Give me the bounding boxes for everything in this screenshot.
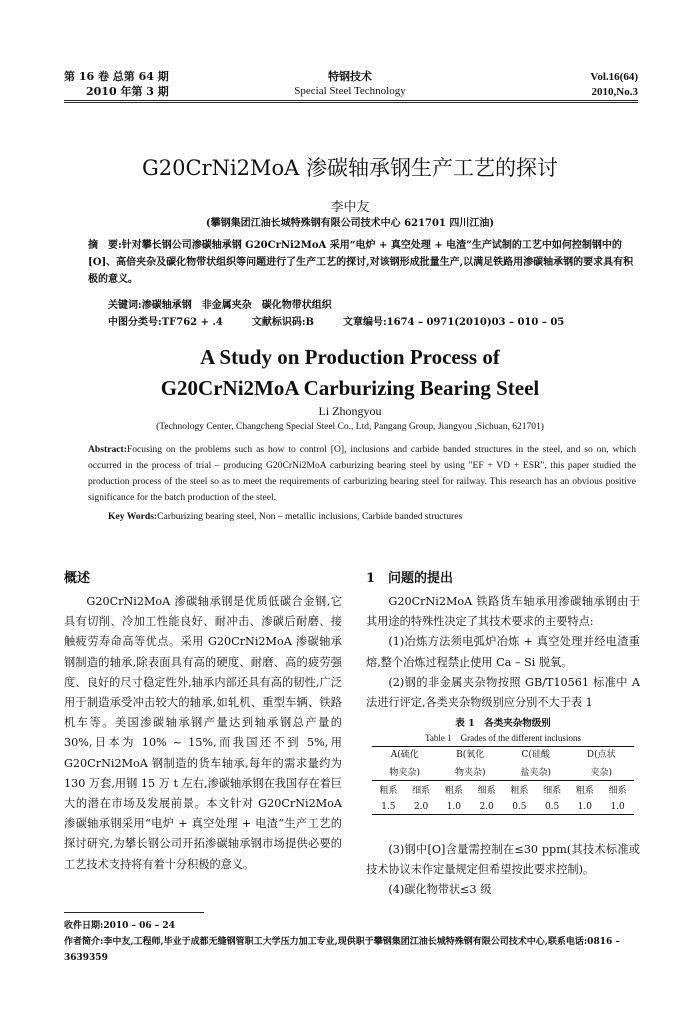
- keywords-en-text: Carburizing bearing steel, Non – metallic inclusions, Carbide banded structures: [157, 511, 463, 522]
- keywords-en-label: Key Words:: [108, 511, 158, 522]
- footnote-author-bio: 作者简介:李中友,工程师,毕业于成都无缝钢管职工大学压力加工专业,现供职于攀钢集团江油长城特殊钢有限公司技术中心,联系电话:0816 – 3639359: [64, 937, 620, 963]
- right-column-body-top: [366, 592, 640, 713]
- keywords-cn-text: 渗碳轴承钢 非金属夹杂 碳化物带状组织: [141, 300, 332, 311]
- table-cell: 1.0: [569, 798, 602, 815]
- table-group-header-line2: 盐夹杂): [503, 763, 569, 781]
- abstract-cn-text: 针对攀长钢公司渗碳轴承钢 G20CrNi2MoA 采用“电炉 + 真空处理 + 电渣”生产试制的工艺中如何控制钢中的[O]、高倍夹杂及碳化物带状组织等问题进行了生产工艺的探讨,对该钢形成批量生产,以满足铁路用渗碳轴承钢的要求具有积极的意义。: [88, 240, 634, 285]
- table-group-header-line2: 物夹杂): [372, 763, 438, 781]
- table-subheader: 粗系: [510, 786, 529, 796]
- table-group-header-line2: 夹杂): [569, 763, 635, 781]
- paper-title-cn: G20CrNi2MoA 渗碳轴承钢生产工艺的探讨: [141, 156, 559, 180]
- section-heading-problem: 1 问题的提出: [366, 571, 454, 586]
- abstract-cn-label: 摘 要:: [88, 240, 122, 251]
- header-center-top: 特钢技术: [328, 70, 372, 83]
- article-number: 文章编号:1674 – 0971(2010)03 – 010 – 05: [342, 317, 565, 328]
- keywords-cn-label: 关键词:: [108, 300, 142, 311]
- affiliation-cn: (攀钢集团江油长城特殊钢有限公司技术中心 621701 四川江油): [205, 218, 495, 229]
- abstract-en: [88, 442, 636, 506]
- table-subheader: 细系: [477, 786, 496, 796]
- affiliation-en: (Technology Center, Changcheng Special Steel Co., Ltd, Pangang Group, Jiangyou ,Sichuan, 621701): [156, 422, 544, 432]
- classification-line: [108, 313, 668, 328]
- table-cell: 1.5: [372, 798, 405, 815]
- author-name-cn: 李中友: [330, 200, 370, 215]
- table-cell: 1.0: [438, 798, 471, 815]
- requirement-2: (2)钢的非金属夹杂物按照 GB/T10561 标准中 A 法进行评定,各类夹杂物级别应分别不大于表 1: [366, 675, 640, 710]
- requirement-4: (4)碳化物带状≤3 级: [388, 883, 492, 897]
- table-cell: 2.0: [405, 798, 438, 815]
- paper-title-en-line1: A Study on Production Process of: [200, 345, 500, 369]
- footnote-received: 收件日期:2010 – 06 – 24: [64, 921, 175, 931]
- author-name-en: Li Zhongyou: [318, 404, 382, 418]
- table-subheader: 粗系: [379, 786, 398, 796]
- abstract-en-text: Focusing on the problems such as how to control [O], inclusions and carbide banded structures in the steel, and so on, which occurred in the process of trial – producing G20CrNi2MoA carburizing bearing steel by using "EF + VD + ESR", this paper studied the production process of the steel so as to meet the requirements of carburizing bearing steel for railway. This research has an obvious positive significance for the batch production of the steel.: [88, 444, 636, 503]
- problem-intro: G20CrNi2MoA 铁路货车轴承用渗碳轴承钢由于其用途的特殊性决定了其技术要求的主要特点:: [366, 595, 640, 629]
- abstract-en-label: Abstract:: [88, 444, 127, 455]
- table-cell: 0.5: [503, 798, 536, 815]
- header-rule-thin: [64, 102, 638, 103]
- table-header-row-2: [372, 763, 634, 781]
- document-code: 文献标识码:B: [251, 317, 315, 328]
- table-subheader: 细系: [543, 786, 562, 796]
- table-subheader: 粗系: [444, 786, 463, 796]
- header-right-bottom: 2010,No.3: [591, 86, 638, 98]
- requirement-3: (3)钢中[O]含量需控制在≤30 ppm(其技术标准或技术协议未作定量规定但希望按此要求控制)。: [366, 843, 640, 877]
- table-row: [372, 798, 634, 815]
- table-group-header: C(硅酸: [503, 747, 569, 764]
- table-cell: 0.5: [536, 798, 569, 815]
- inclusion-grades-table: [372, 746, 634, 815]
- requirement-1: (1)冶炼方法须电弧炉冶炼 + 真空处理并经电渣重熔,整个冶炼过程禁止使用 Ca – Si 脱氧。: [366, 635, 640, 669]
- header-left-bottom: 2010 年第 3 期: [86, 85, 169, 98]
- table-group-header: D(点状: [569, 747, 635, 764]
- left-column-body: [64, 592, 342, 875]
- header-center-bottom: Special Steel Technology: [294, 85, 406, 97]
- right-column-body-bottom: [366, 840, 640, 901]
- table-group-header-line2: 物夹杂): [438, 763, 504, 781]
- table-caption-en: Table 1 Grades of the different inclusions: [425, 733, 581, 743]
- table-subheader-row: [372, 781, 634, 799]
- table-caption-cn: 表 1 各类夹杂物级别: [455, 718, 551, 729]
- header-left-top: 第 16 卷 总第 64 期: [64, 70, 169, 83]
- keywords-cn: [108, 296, 668, 311]
- table-group-header: A(硫化: [372, 747, 438, 764]
- table-subheader: 粗系: [575, 786, 594, 796]
- table-cell: 1.0: [601, 798, 634, 815]
- keywords-en: [108, 511, 638, 522]
- overview-paragraph: G20CrNi2MoA 渗碳轴承钢是优质低碳合金钢,它具有切削、冷加工性能良好、耐冲击、渗碳后耐磨、接触疲劳寿命高等优点。采用 G20CrNi2MoA 渗碳轴承钢制造的轴承,除表面具有高的硬度、耐磨、高的疲劳强度、良好的尺寸稳定性外,轴承内部还具有高的韧性,广泛用于制造承受冲击较大的轴承,如轧机、重型车辆、铁路机车等。美国渗碳轴承钢产量达到轴承钢总产量的 30%,日本为 10% ~ 15%,而我国还不到 5%,用 G20CrNi2MoA 钢制造的货车轴承,每年的需求量约为 130 万套,用钢 15 万 t 左右,渗碳轴承钢在我国存在着巨大的潜在市场及发展前景。本文针对 G20CrNi2MoA 渗碳轴承钢采用“电炉 + 真空处理 + 电渣”生产工艺的探讨研究,为攀长钢公司开拓渗碳轴承钢市场提供必要的工艺技术支持将有着十分积极的意义。: [64, 595, 342, 871]
- table-subheader: 细系: [608, 786, 627, 796]
- paper-title-en: [0, 344, 700, 402]
- paper-title-en-line2: G20CrNi2MoA Carburizing Bearing Steel: [160, 376, 540, 400]
- footnote-rule: [64, 912, 204, 913]
- header-rule: [64, 100, 638, 101]
- header-right-top: Vol.16(64): [590, 71, 638, 83]
- table-subheader: 细系: [412, 786, 431, 796]
- table-header-row: [372, 747, 634, 764]
- section-heading-overview: 概述: [64, 571, 91, 586]
- table-cell: 2.0: [470, 798, 503, 815]
- abstract-cn: [88, 237, 636, 288]
- clc-number: 中图分类号:TF762 + .4: [108, 317, 223, 328]
- table-group-header: B(氧化: [438, 747, 504, 764]
